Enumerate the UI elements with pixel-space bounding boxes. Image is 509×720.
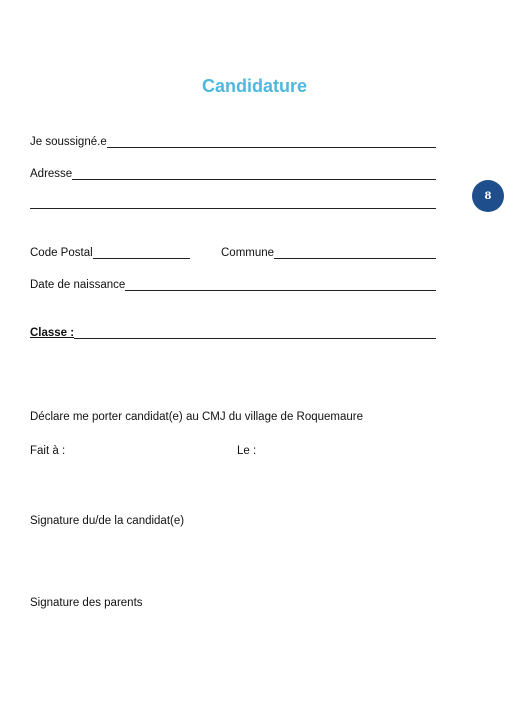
code-postal-row [30,245,190,261]
date-naissance-label: Date de naissance [30,279,126,291]
signature-candidat-label: Signature du/de la candidat(e) [30,515,185,527]
commune-label: Commune [221,247,275,259]
commune-row [221,245,436,261]
le-label: Le : [237,445,257,457]
declaration-text: Déclare me porter candidat(e) au CMJ du village de Roquemaure [30,411,364,423]
adresse-field-line-2[interactable] [30,208,436,209]
soussigne-row [30,134,436,150]
classe-label: Classe : [30,327,75,339]
signature-parents-label: Signature des parents [30,597,143,609]
page-title: Candidature [201,76,307,96]
commune-field[interactable] [274,258,436,259]
soussigne-field[interactable] [107,147,436,148]
adresse-row [30,166,436,182]
page-number-badge: 8 [472,180,504,212]
adresse-label: Adresse [30,168,73,180]
classe-field[interactable] [74,338,436,339]
soussigne-label: Je soussigné.e [30,136,107,148]
code-postal-label: Code Postal [30,247,93,259]
date-naissance-field[interactable] [125,290,436,291]
code-postal-field[interactable] [93,258,190,259]
fait-a-label: Fait à : [30,445,66,457]
adresse-field[interactable] [72,179,436,180]
date-naissance-row [30,277,436,293]
classe-row [30,325,436,341]
